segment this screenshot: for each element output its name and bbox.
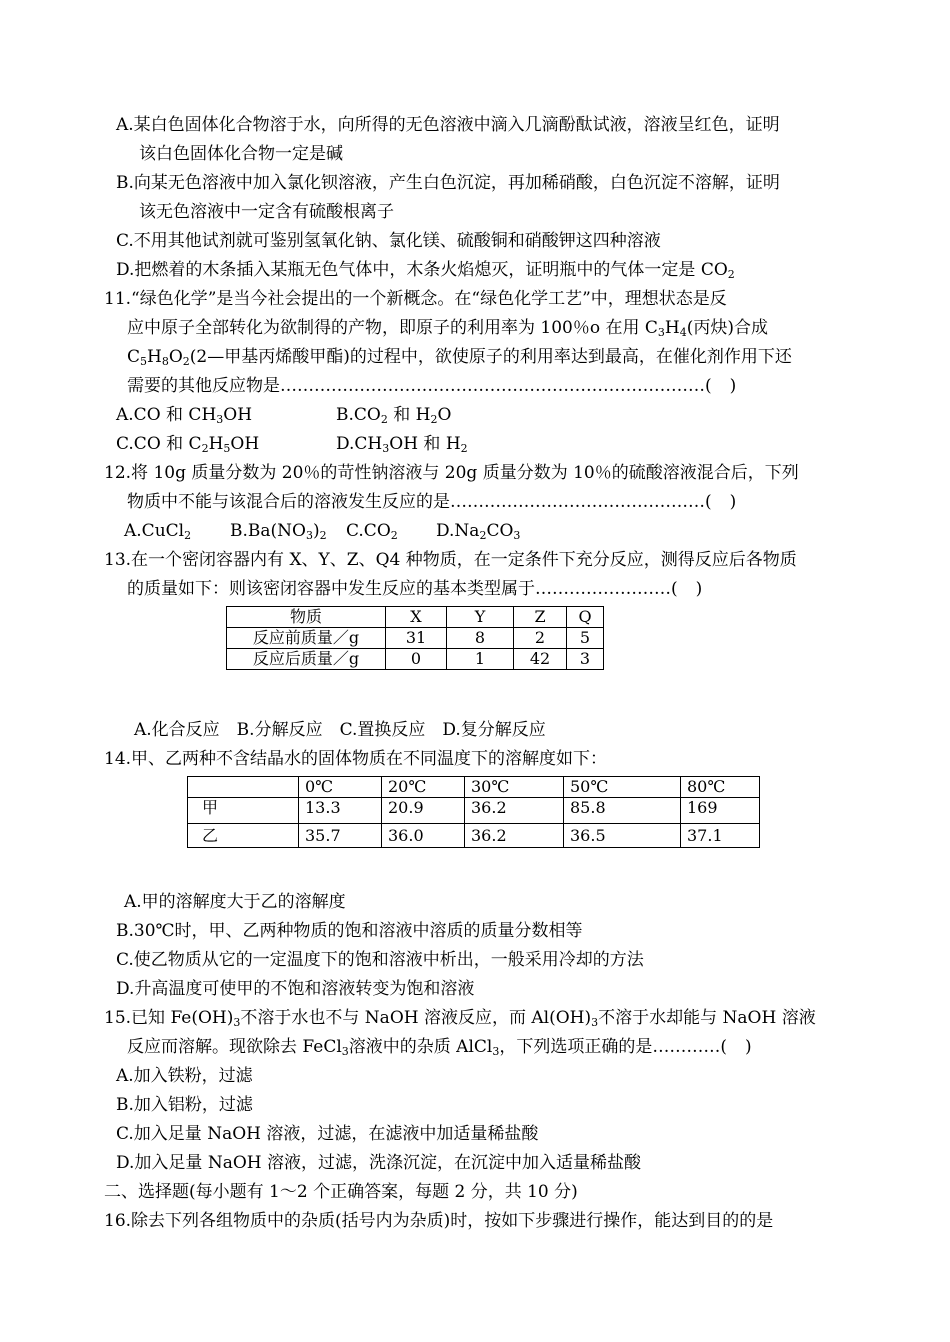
q12-stem-line1: 12.将 10g 质量分数为 20％的苛性钠溶液与 20g 质量分数为 10％的硫酸溶液混合后，下列	[104, 463, 799, 483]
table-header-row	[188, 777, 760, 798]
table-cell: 1	[447, 649, 514, 670]
q10-option-b-line1: B.向某无色溶液中加入氯化钡溶液，产生白色沉淀，再加稀硝酸，白色沉淀不溶解，证明	[116, 173, 780, 193]
q14-option-b: B.30℃时，甲、乙两种物质的饱和溶液中溶质的质量分数相等	[116, 921, 583, 941]
table-row	[188, 824, 760, 848]
table-cell: X	[386, 607, 447, 628]
table-cell: 20.9	[382, 798, 465, 824]
table-cell	[188, 777, 299, 798]
table-cell: Q	[567, 607, 604, 628]
q14-option-d: D.升高温度可使甲的不饱和溶液转变为饱和溶液	[116, 979, 475, 999]
q10-option-c: C.不用其他试剂就可鉴别氢氧化钠、氯化镁、硫酸铜和硝酸钾这四种溶液	[116, 231, 661, 251]
table-cell: 36.0	[382, 824, 465, 848]
table-cell: 36.2	[465, 798, 564, 824]
q15-stem-line2: 反应而溶解。现欲除去 FeCl$_3$溶液中的杂质 AlCl$_3$，下列选项正确的是…………( )	[127, 1037, 752, 1058]
q15-option-c: C.加入足量 NaOH 溶液，过滤，在滤液中加适量稀盐酸	[116, 1124, 539, 1144]
table-cell: 31	[386, 628, 447, 649]
q13-stem-line2: 的质量如下：则该密闭容器中发生反应的基本类型属于……………………( )	[127, 579, 703, 599]
table-cell: 36.2	[465, 824, 564, 848]
table-cell: 50℃	[564, 777, 681, 798]
table-cell: 169	[681, 798, 760, 824]
q13-options: A.化合反应 B.分解反应 C.置换反应 D.复分解反应	[134, 720, 546, 740]
q14-stem: 14.甲、乙两种不含结晶水的固体物质在不同温度下的溶解度如下：	[104, 749, 608, 769]
q11-stem-line3: $C_5H_8O_2(2—$甲基丙烯酸甲酯)的过程中，欲使原子的利用率达到最高，在催化剂作用下还	[127, 347, 792, 368]
q11-stem-line4: 需要的其他反应物是…………………………………………………………………( )	[127, 376, 737, 396]
table-cell: 5	[567, 628, 604, 649]
q15-option-b: B.加入铝粉，过滤	[116, 1095, 253, 1115]
table-cell: 42	[514, 649, 567, 670]
q13-stem-line1: 13.在一个密闭容器内有 X、Y、Z、Q4 种物质，在一定条件下充分反应，测得反应后各物质	[104, 550, 797, 570]
q11-option-c: C.CO 和 $C_2H_5OH$	[116, 434, 260, 455]
q11-option-b: $B.CO_2$ 和 $H_2O$	[336, 405, 452, 426]
q12-option-a: A.CuCl$_2$	[124, 521, 192, 542]
section-2-heading: 二、选择题(每小题有 1～2 个正确答案，每题 2 分，共 10 分)	[104, 1182, 578, 1202]
table-cell: 3	[567, 649, 604, 670]
q14-option-c: C.使乙物质从它的一定温度下的饱和溶液中析出，一般采用冷却的方法	[116, 950, 644, 970]
q11-stem-line2: 应中原子全部转化为欲制得的产物，即原子的利用率为 100％o 在用 $C_3H_4$(丙炔)合成	[127, 318, 768, 339]
q16-stem: 16.除去下列各组物质中的杂质(括号内为杂质)时，按如下步骤进行操作，能达到目的的是	[104, 1211, 774, 1231]
table-cell: 0℃	[299, 777, 382, 798]
table-cell: 85.8	[564, 798, 681, 824]
q15-option-a: A.加入铁粉，过滤	[116, 1066, 253, 1086]
q10-option-b-line2: 该无色溶液中一定含有硫酸根离子	[139, 202, 394, 222]
q13-mass-table	[226, 606, 604, 670]
table-cell: 37.1	[681, 824, 760, 848]
table-cell: 甲	[188, 798, 299, 824]
table-row	[227, 628, 604, 649]
table-cell: 13.3	[299, 798, 382, 824]
table-cell: 2	[514, 628, 567, 649]
table-row	[227, 649, 604, 670]
table-cell: 8	[447, 628, 514, 649]
q14-solubility-table	[187, 776, 760, 848]
table-cell: 30℃	[465, 777, 564, 798]
table-cell: 20℃	[382, 777, 465, 798]
table-cell: 80℃	[681, 777, 760, 798]
table-cell: 反应后质量／g	[227, 649, 386, 670]
table-cell: Y	[447, 607, 514, 628]
table-cell: 反应前质量／g	[227, 628, 386, 649]
q14-option-a: A.甲的溶解度大于乙的溶解度	[124, 892, 346, 912]
q12-option-d: $D.Na_2CO_3$	[436, 521, 521, 542]
q15-stem-line1: 15.已知 $Fe(OH)_3$不溶于水也不与 NaOH 溶液反应，而 $Al(OH)_3$不溶于水却能与 NaOH 溶液	[104, 1008, 816, 1029]
table-cell: 0	[386, 649, 447, 670]
table-cell: 乙	[188, 824, 299, 848]
q11-stem-line1: 11.“绿色化学”是当今社会提出的一个新概念。在“绿色化学工艺”中，理想状态是反	[104, 289, 727, 309]
q11-option-d: $D.CH_3OH$ 和 $H_2$	[336, 434, 468, 455]
q15-option-d: D.加入足量 NaOH 溶液，过滤，洗涤沉淀，在沉淀中加入适量稀盐酸	[116, 1153, 642, 1173]
table-header-row	[227, 607, 604, 628]
q10-option-d: D.把燃着的木条插入某瓶无色气体中，木条火焰熄灭，证明瓶中的气体一定是 $CO_2$	[116, 260, 735, 281]
q12-stem-line2: 物质中不能与该混合后的溶液发生反应的是………………………………………( )	[127, 492, 737, 512]
table-row	[188, 798, 760, 824]
q10-option-a-line2: 该白色固体化合物一定是碱	[139, 144, 343, 164]
q11-option-a: A.CO 和 $CH_3OH$	[116, 405, 253, 426]
table-cell: 物质	[227, 607, 386, 628]
q12-option-b: $B.Ba(NO_3)_2$	[230, 521, 327, 542]
q12-option-c: $C.CO_2$	[346, 521, 398, 542]
table-cell: 36.5	[564, 824, 681, 848]
table-cell: Z	[514, 607, 567, 628]
q10-option-a-line1: A.某白色固体化合物溶于水，向所得的无色溶液中滴入几滴酚酞试液，溶液呈红色，证明	[116, 115, 780, 135]
table-cell: 35.7	[299, 824, 382, 848]
